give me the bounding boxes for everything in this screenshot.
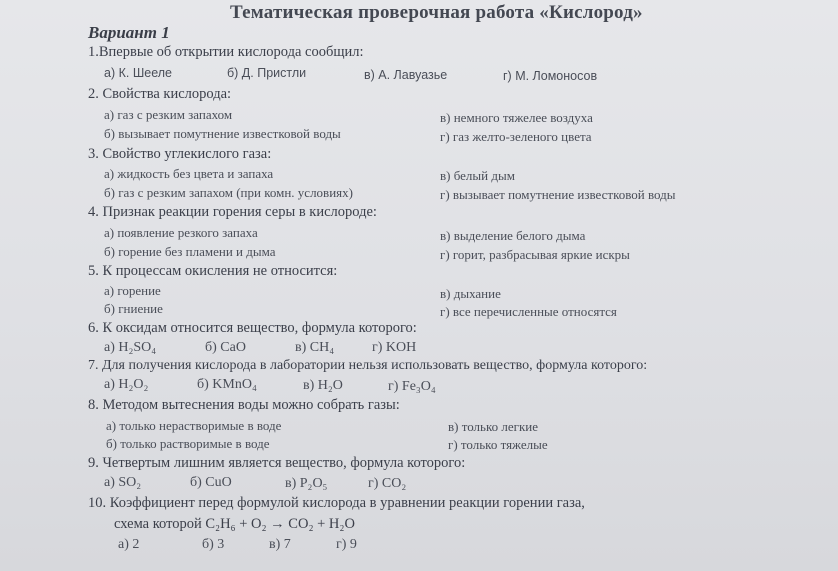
q3-option-d: г) вызывает помутнение известковой воды (440, 187, 676, 202)
q10-option-d: г) 9 (336, 537, 357, 552)
q6-option-a: а) H₂SO₄ (104, 340, 157, 355)
q9-option-d: г) CO₂ (368, 476, 407, 491)
q5-option-c: в) дыхание (440, 286, 501, 301)
q6-option-b: б) CaO (205, 340, 246, 355)
q4-option-a: а) появление резкого запаха (104, 225, 258, 240)
q10-option-c: в) 7 (269, 537, 291, 552)
q8-option-a: а) только нерастворимые в воде (106, 418, 282, 433)
question-6: 6. К оксидам относится вещество, формула которого: (88, 320, 417, 336)
q8-option-c: в) только легкие (448, 419, 539, 434)
q10-option-a: а) 2 (118, 537, 140, 552)
q9-option-c: в) P₂O₅ (285, 476, 328, 491)
q2-option-c: в) немного тяжелее воздуха (440, 110, 593, 125)
question-10: 10. Коэффициент перед формулой кислорода в уравнении реакции горении газа, (88, 495, 585, 511)
q2-option-b: б) вызывает помутнение известковой воды (104, 126, 341, 141)
question-9: 9. Четвертым лишним является вещество, формула которого: (88, 455, 466, 471)
q1-option-b: б) Д. Пристли (227, 66, 307, 80)
q9-option-b: б) CuO (190, 475, 232, 490)
q8-option-d: г) только тяжелые (448, 437, 548, 452)
question-4: 4. Признак реакции горения серы в кислороде: (88, 204, 377, 220)
question-2: 2. Свойства кислорода: (88, 86, 232, 102)
q2-option-a: а) газ с резким запахом (104, 107, 233, 122)
q6-option-d: г) KOH (372, 340, 417, 355)
q10-option-b: б) 3 (202, 537, 225, 552)
q1-option-c: в) А. Лавуазье (364, 68, 448, 82)
q8-option-b: б) только растворимые в воде (106, 436, 270, 451)
q2-option-d: г) газ желто-зеленого цвета (440, 129, 592, 144)
question-10-scheme: схема которой C₂H₆ + O₂ → CO₂ + H₂O (114, 516, 355, 532)
q3-option-b: б) газ с резким запахом (при комн. условиях) (104, 185, 353, 200)
q4-option-b: б) горение без пламени и дыма (104, 244, 276, 259)
q4-option-d: г) горит, разбрасывая яркие искры (440, 247, 630, 262)
q6-option-c: в) CH₄ (295, 340, 335, 355)
variant-heading: Вариант 1 (88, 23, 170, 42)
q5-option-b: б) гниение (104, 301, 163, 316)
question-1: 1.Впервые об открытии кислорода сообщил: (88, 44, 364, 60)
q9-option-a: а) SO₂ (104, 475, 142, 490)
question-3: 3. Свойство углекислого газа: (88, 146, 272, 162)
q3-option-c: в) белый дым (440, 168, 515, 183)
question-7: 7. Для получения кислорода в лаборатории нельзя использовать вещество, формула которого: (88, 358, 648, 373)
q1-option-a: а) К. Шееле (104, 66, 173, 80)
question-5: 5. К процессам окисления не относится: (88, 263, 338, 279)
q7-option-a: а) H₂O₂ (104, 377, 149, 392)
question-8: 8. Методом вытеснения воды можно собрать газы: (88, 397, 400, 413)
q1-option-d: г) М. Ломоносов (503, 69, 598, 83)
q5-option-d: г) все перечисленные относятся (440, 304, 617, 319)
q7-option-c: в) H₂O (303, 378, 343, 393)
q3-option-a: а) жидкость без цвета и запаха (104, 166, 274, 181)
page-title: Тематическая проверочная работа «Кислород» (230, 2, 643, 23)
q7-option-d: г) Fe₃O₄ (388, 379, 436, 394)
q4-option-c: в) выделение белого дыма (440, 228, 586, 243)
q5-option-a: а) горение (104, 283, 161, 298)
q7-option-b: б) KMnO₄ (197, 377, 257, 392)
